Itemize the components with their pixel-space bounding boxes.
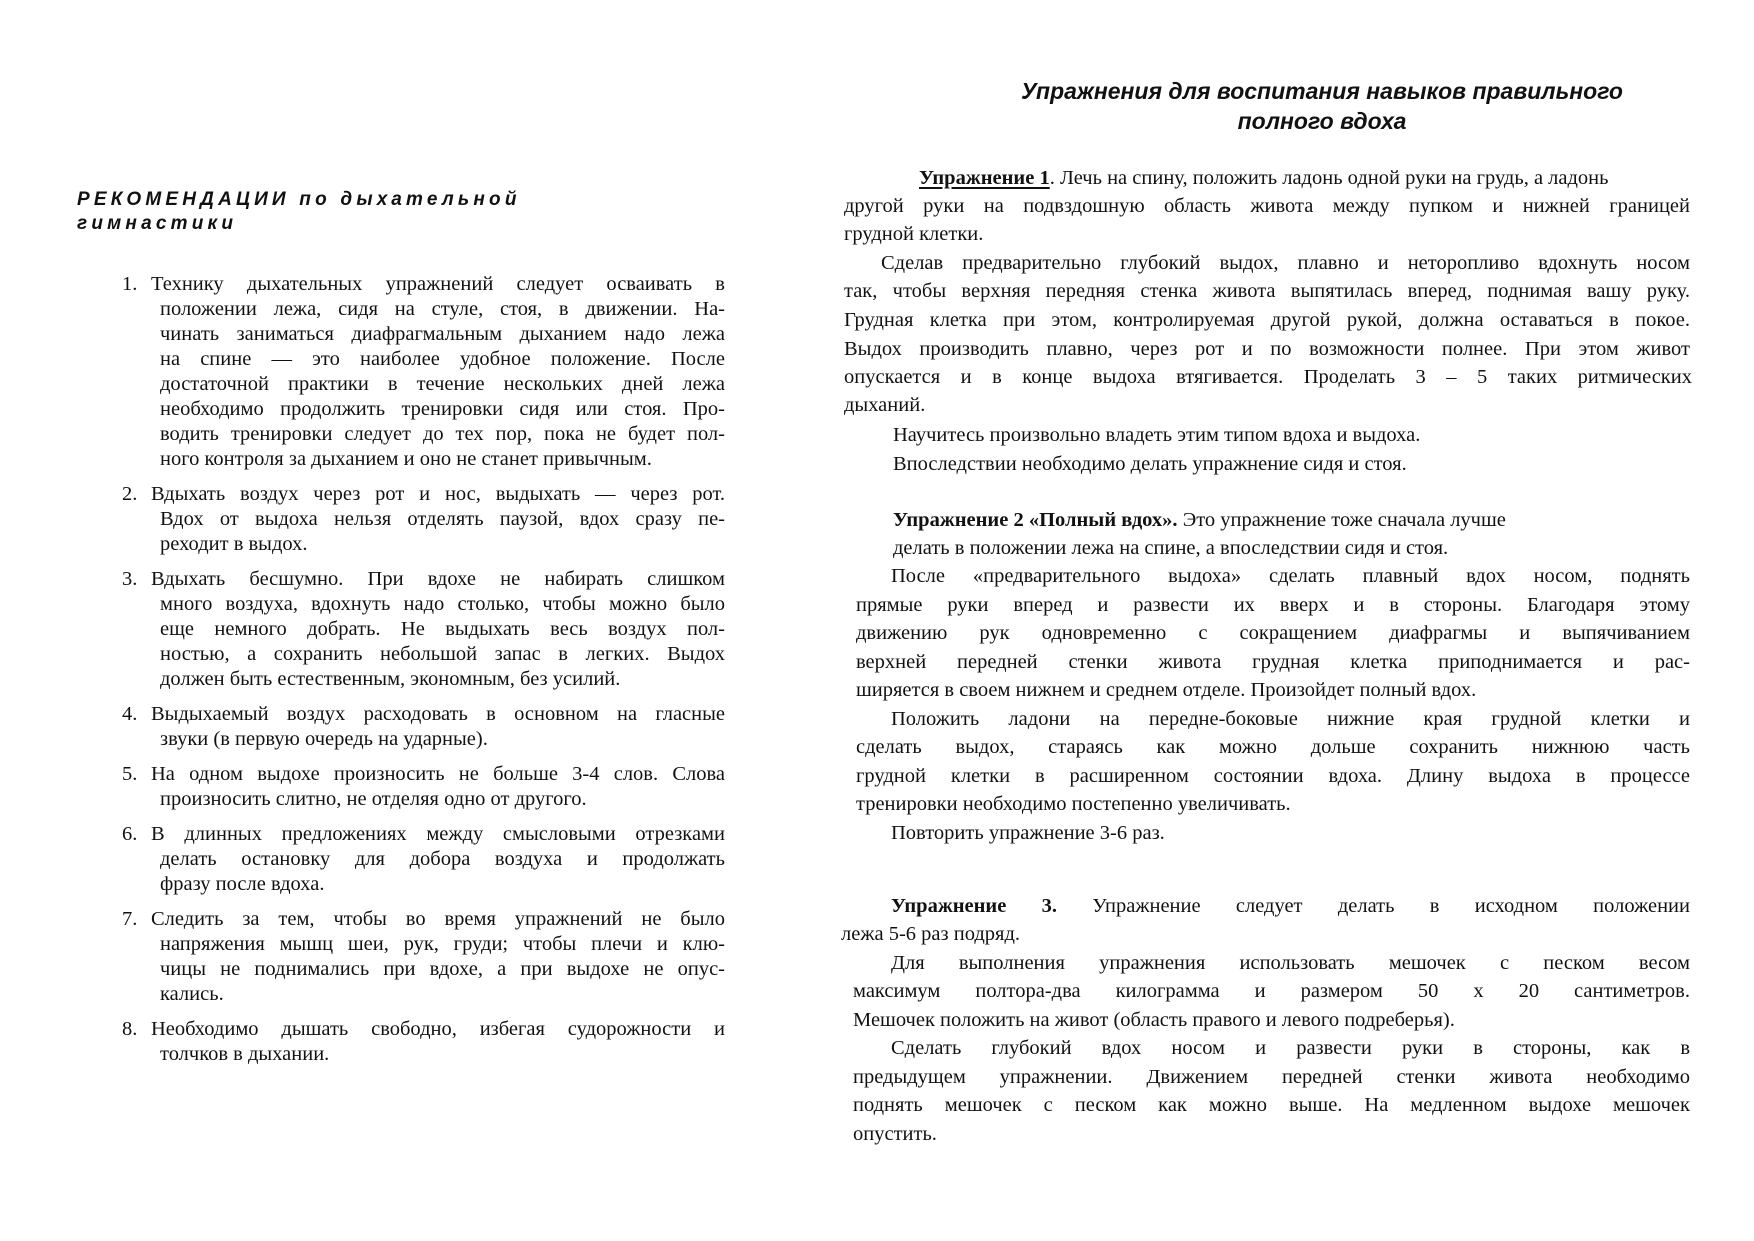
item-text-line: необходимо продолжить тренировки сидя или стоя. Про-	[160, 398, 725, 420]
heading-line-2: гимнастики	[77, 213, 238, 234]
item-text-line: достаточной практики в течение нескольких дней лежа	[160, 373, 725, 395]
paragraph-line: Грудная клетка при этом, контролируемая другой рукой, должна оставаться в покое.	[844, 309, 1690, 331]
item-text-line: на спине — это наиболее удобное положение. После	[160, 348, 725, 370]
item-number: 1.	[122, 273, 138, 295]
item-text-line: напряжения мышц шеи, рук, груди; чтобы плечи и клю-	[160, 933, 725, 955]
item-text-line: реходит в выдох.	[160, 533, 308, 555]
item-text-line: делать остановку для добора воздуха и продолжать	[160, 848, 725, 870]
paragraph-line: Мешочек положить на живот (область правого и левого подреберья).	[853, 1009, 1455, 1031]
item-text-line: На одном выдохе произносить не больше 3-4 слов. Слова	[151, 763, 725, 785]
item-text-line: Следить за тем, чтобы во время упражнений не было	[151, 908, 725, 930]
item-text-line: Вдыхать бесшумно. При вдохе не набирать слишком	[151, 568, 725, 590]
paragraph-line: максимум полтора-два килограмма и размером 50 х 20 сантиметров.	[853, 980, 1690, 1002]
item-text-line: Вдох от выдоха нельзя отделять паузой, вдох сразу пе-	[160, 508, 725, 530]
item-text-line: Технику дыхательных упражнений следует осваивать в	[151, 273, 725, 295]
paragraph-line: так, чтобы верхняя передняя стенка живота выпятилась вперед, поднимая вашу руку.	[844, 280, 1690, 302]
paragraph-line: прямые руки вперед и развести их вверх и в стороны. Благодаря этому	[856, 594, 1690, 616]
paragraph-line: опустить.	[853, 1123, 937, 1145]
item-text-line: водить тренировки следует до тех пор, пока не будет пол-	[160, 423, 725, 445]
item-text-line: чинать заниматься диафрагмальным дыханием надо лежа	[160, 323, 725, 345]
paragraph-line: Научитесь произвольно владеть этим типом вдоха и выдоха.	[893, 424, 1421, 446]
item-number: 2.	[122, 483, 138, 505]
paragraph-line: верхней передней стенки живота грудная клетка приподнимается и рас-	[856, 651, 1690, 673]
paragraph-line: После «предварительного выдоха» сделать плавный вдох носом, поднять	[891, 565, 1690, 587]
paragraph-line: другой руки на подвздошную область живота между пупком и нижней границей	[844, 195, 1690, 217]
item-text-line: много воздуха, вдохнуть надо столько, чтобы можно было	[160, 593, 725, 615]
exercises-heading	[972, 76, 1672, 136]
paragraph-line: грудной клетки в расширенном состоянии вдоха. Длину выдоха в процессе	[856, 765, 1690, 787]
item-text-line: Выдыхаемый воздух расходовать в основном на гласные	[151, 703, 725, 725]
paragraph-text: Упражнение следует делать в исходном положении	[1057, 895, 1690, 917]
paragraph-line: опускается и в конце выдоха втягивается. Проделать 3 – 5 таких ритмических	[844, 366, 1692, 388]
item-text-line: Необходимо дышать свободно, избегая судорожности и	[151, 1018, 725, 1040]
paragraph-line: Положить ладони на передне-боковые нижние края грудной клетки и	[891, 708, 1690, 730]
exercise-3-title: Упражнение 3.	[891, 895, 1057, 917]
paragraph-line: Повторить упражнение 3-6 раз.	[891, 822, 1165, 844]
paragraph-line: сделать выдох, стараясь как можно дольше сохранить нижнюю часть	[856, 736, 1690, 758]
paragraph-line: грудной клетки.	[844, 223, 984, 245]
paragraph-line: Впоследствии необходимо делать упражнение сидя и стоя.	[893, 453, 1407, 475]
paragraph-text: Это упражнение тоже сначала лучше	[1177, 509, 1506, 531]
item-number: 3.	[122, 568, 138, 590]
item-number: 4.	[122, 703, 138, 725]
heading-line-2: полного вдоха	[1237, 108, 1407, 134]
item-text-line: чицы не поднимались при вдохе, а при выдохе не опус-	[160, 958, 725, 980]
item-text-line: кались.	[160, 983, 224, 1005]
item-text-line: еще немного добрать. Не выдыхать весь воздух пол-	[160, 618, 725, 640]
paragraph-text: . Лечь на спину, положить ладонь одной руки на грудь, а ладонь	[1049, 167, 1609, 189]
item-text-line: толчков в дыхании.	[160, 1043, 330, 1065]
item-text-line: произносить слитно, не отделяя одно от другого.	[160, 788, 587, 810]
paragraph-line: Выдох производить плавно, через рот и по возможности полнее. При этом живот	[844, 338, 1690, 360]
paragraph-line: движению рук одновременно с сокращением диафрагмы и выпячиванием	[856, 622, 1690, 644]
item-text-line: ного контроля за дыханием и оно не станет привычным.	[160, 448, 652, 470]
item-text-line: ностью, а сохранить небольшой запас в легких. Выдох	[160, 643, 725, 665]
exercise-1-first-line	[885, 165, 1690, 191]
item-number: 8.	[122, 1018, 138, 1040]
item-text-line: должен быть естественным, экономным, без усилий.	[160, 668, 621, 690]
paragraph-line: делать в положении лежа на спине, а впоследствии сидя и стоя.	[893, 537, 1449, 559]
heading-line-1: Упражнения для воспитания навыков правильного	[1021, 78, 1623, 104]
item-number: 5.	[122, 763, 138, 785]
paragraph-line: тренировки необходимо постепенно увеличивать.	[856, 793, 1291, 815]
item-number: 6.	[122, 823, 138, 845]
exercise-1-title: Упражнение 1	[919, 167, 1050, 189]
paragraph-line: Сделать глубокий вдох носом и развести руки в стороны, как в	[891, 1037, 1690, 1059]
paragraph-line: предыдущем упражнении. Движением передней стенки живота необходимо	[853, 1066, 1690, 1088]
paragraph-line: Для выполнения упражнения использовать мешочек с песком весом	[891, 952, 1690, 974]
exercise-2-first-line	[893, 507, 1506, 533]
right-page	[841, 0, 1754, 1241]
exercise-2-title: Упражнение 2 «Полный вдох».	[893, 509, 1178, 531]
paragraph-line: ширяется в своем нижнем и среднем отделе. Произойдет полный вдох.	[856, 679, 1477, 701]
heading-line-1: РЕКОМЕНДАЦИИ по дыхательной	[77, 189, 521, 210]
paragraph-line: Сделав предварительно глубокий выдох, плавно и неторопливо вдохнуть носом	[881, 252, 1690, 274]
paragraph-line: лежа 5-6 раз подряд.	[841, 923, 1021, 945]
item-text-line: звуки (в первую очередь на ударные).	[160, 728, 488, 750]
paragraph-line: поднять мешочек с песком как можно выше. На медленном выдохе мешочек	[853, 1094, 1690, 1116]
item-text-line: положении лежа, сидя на стуле, стоя, в движении. На-	[160, 298, 725, 320]
recommendations-heading	[77, 188, 597, 236]
item-text-line: фразу после вдоха.	[160, 873, 325, 895]
exercise-3-first-line	[891, 893, 1690, 919]
item-number: 7.	[122, 908, 138, 930]
paragraph-line: дыханий.	[844, 394, 926, 416]
item-text-line: В длинных предложениях между смысловыми отрезками	[151, 823, 725, 845]
item-text-line: Вдыхать воздух через рот и нос, выдыхать — через рот.	[151, 483, 725, 505]
